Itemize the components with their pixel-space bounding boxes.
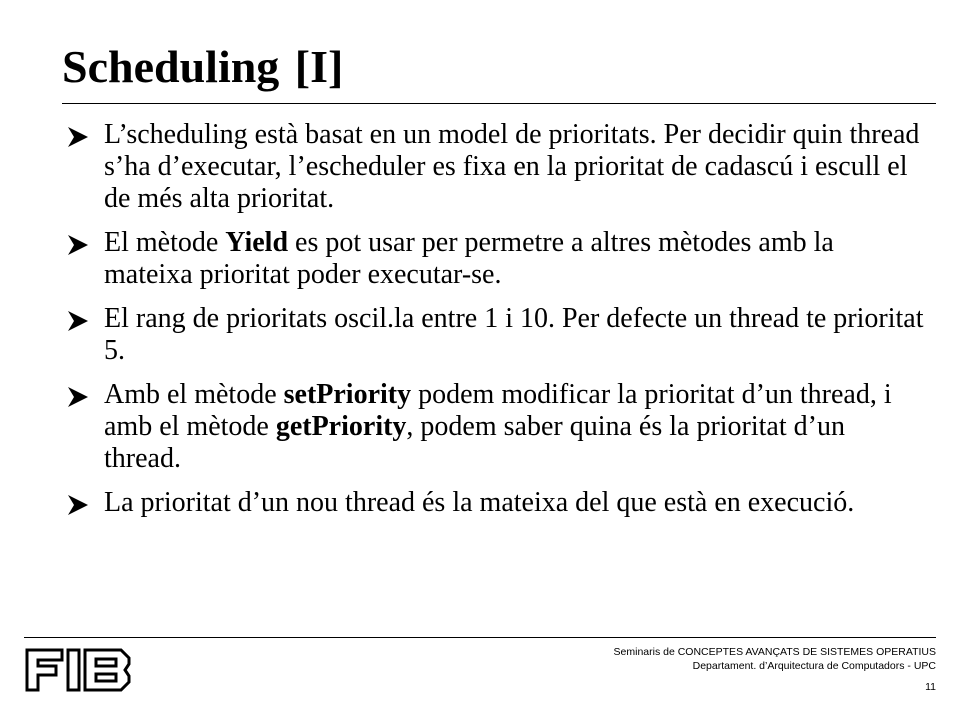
footer-divider — [24, 637, 936, 638]
bullet-text: podem modificar la prioritat d’un thread, i amb el mètode — [104, 379, 892, 442]
footer-department: Departament. d’Arquitectura de Computadors - UPC — [692, 660, 936, 672]
bullet-text: El rang de prioritats oscil.la entre 1 i 10. Per defecte un thread te prioritat 5. — [104, 303, 924, 366]
bullet-list — [66, 119, 926, 531]
bullet-item — [66, 303, 926, 367]
bullet-item — [66, 227, 926, 291]
arrowhead-icon — [66, 234, 90, 256]
footer-seminar: Seminaris de CONCEPTES AVANÇATS DE SISTEMES OPERATIUS — [613, 646, 936, 658]
page-number: 11 — [925, 681, 936, 693]
arrowhead-icon — [66, 494, 90, 516]
bullet-item — [66, 487, 926, 519]
bullet-text: La prioritat d’un nou thread és la mateixa del que està en execució. — [104, 487, 855, 518]
bullet-text: es pot usar per permetre a altres mètodes amb la mateixa prioritat poder executar-se. — [104, 227, 834, 290]
footer-text — [614, 645, 936, 673]
bullet-text: El mètode — [104, 227, 226, 258]
page-title: Scheduling [I] — [62, 41, 344, 92]
bullet-item — [66, 379, 926, 475]
arrowhead-icon — [66, 126, 90, 148]
bold-keyword: Yield — [225, 227, 289, 258]
arrowhead-icon — [66, 310, 90, 332]
bold-keyword: setPriority — [283, 379, 412, 410]
fib-logo — [24, 647, 132, 693]
title-divider — [62, 103, 936, 104]
bullet-text: Amb el mètode — [104, 379, 284, 410]
arrowhead-icon — [66, 386, 90, 408]
bullet-text: , podem saber quina és la prioritat d’un thread. — [104, 411, 845, 474]
bullet-item — [66, 119, 926, 215]
bullet-text: L’scheduling està basat en un model de prioritats. Per decidir quin thread s’ha d’executar, l’escheduler es fixa en la prioritat de cadascú i escull el de més alta prioritat. — [104, 119, 920, 214]
bold-keyword: getPriority — [275, 411, 407, 442]
